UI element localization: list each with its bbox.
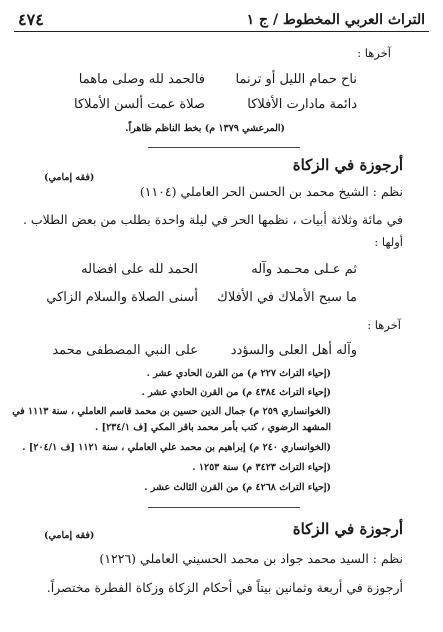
section-title: أرجوزة في الزكاة (292, 520, 403, 538)
section-separator (148, 507, 300, 508)
running-title: التراث العربي المخطوط / ج ١ (246, 12, 425, 28)
manuscript-note: (إحياء التراث ٤٢٦٨ م) من القرن الثالث عشر . (144, 482, 331, 493)
manuscript-note: (إحياء التراث ٤٣٨٤ م) من القرن الحادي عشر . (141, 387, 331, 398)
author-line: نظم : الشيخ محمد بن الحسن الحر العاملي (١١٠٤) (139, 184, 403, 199)
manuscript-note: (إحياء التراث ٣٤٢٣ م) سنة ١٢٥٣ . (192, 462, 331, 473)
description: في مائة وثلاثة أبيات ، نظمها الحر في ليلة واحدة بطلب من بعض الطلاب . (22, 212, 403, 227)
verse-left: ثم عـلى محـمد وآله (251, 262, 357, 277)
verse-left: وآله أهل العلى والسؤدد (230, 343, 357, 358)
verse-left: دائمة مادارت الأفلاكا (247, 97, 357, 112)
verse-left: ناح حمام الليل أو ترنما (235, 72, 357, 87)
verse-right: فالحمد لله وصلى ماهما (78, 72, 205, 87)
subject-tag: (فقه إمامي) (44, 172, 95, 183)
begin-label: أولها : (374, 235, 403, 249)
manuscript-note: (الخوانساري ٢٤٠ م) إبراهيم بن محمد علي العاملي ، سنة ١١٢١ [ف ٢٠٤/١] . (22, 442, 331, 453)
manuscript-note: (إحياء التراث ٢٢٧ م) من القرن الحادي عشر . (146, 368, 331, 379)
manuscript-note: (الخوانساري ٢٥٩ م) جمال الدين حسين بن محمد قاسم العاملي ، سنة ١١١٣ في (12, 406, 331, 417)
end-label: آخرها : (367, 318, 401, 332)
page-number: ٤٧٤ (18, 10, 44, 29)
verse-right: على النبي المصطفى محمد (52, 343, 198, 358)
verse-right: الحمد لله على افضاله (81, 262, 198, 277)
section-separator (148, 147, 300, 148)
manuscript-note: (المرعشي ١٣٧٩ م) بخط الناظم ظاهراً. (125, 123, 285, 134)
header-rule (14, 31, 429, 32)
section-title: أرجوزة في الزكاة (292, 156, 403, 174)
end-label: آخرها : (357, 46, 391, 60)
verse-left: ما سبح الأملاك في الأفلاك (217, 290, 357, 305)
verse-right: أسنى الصلاة والسلام الزاكي (46, 290, 198, 305)
subject-tag: (فقه إمامي) (44, 530, 95, 541)
manuscript-note: المشهد الرضوي ، كتب بأمر محمد باقر المكي [ف ٢٣٤/١] . (94, 422, 331, 433)
author-line: نظم : السيد محمد جواد بن محمد الحسيني العاملي (١٢٢٦) (99, 551, 403, 566)
verse-right: صلاة عمت ألسن الأملاكا (73, 97, 205, 112)
description: أرجوزة في أربعة وثمانين بيتاً في أحكام الزكاة وزكاة الفطرة مختصراً. (46, 580, 403, 595)
